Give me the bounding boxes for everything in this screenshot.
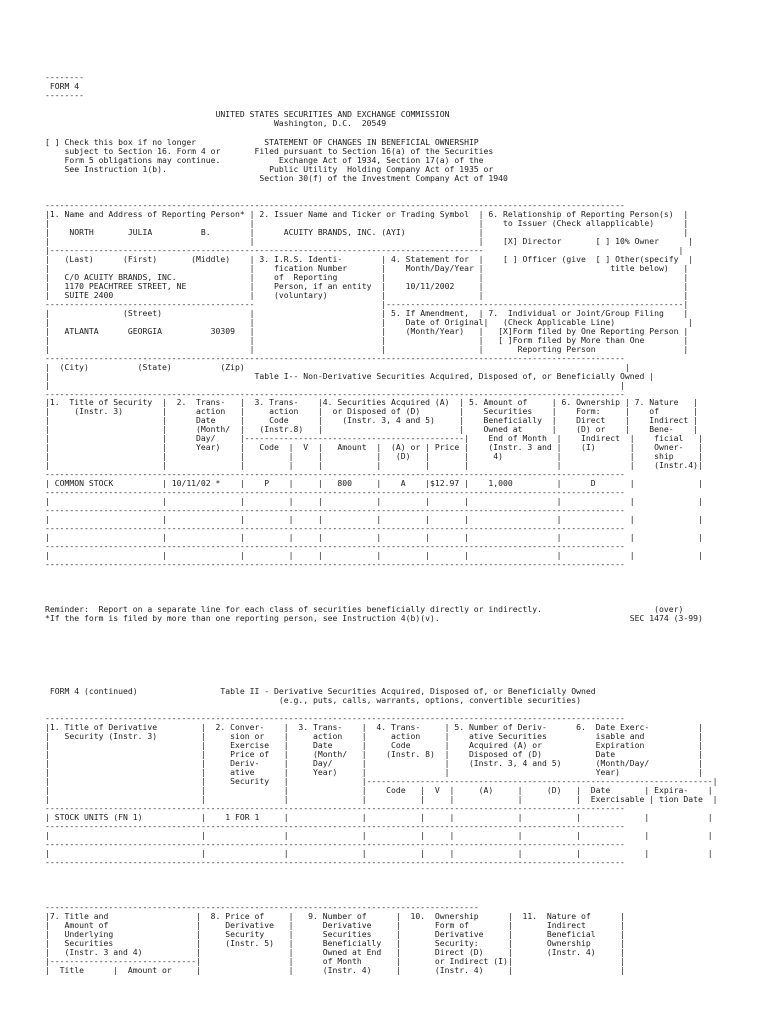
reporting-person-section-line: | | fication Number | Month/Day/Year | title below) |	[45, 263, 689, 273]
statement-intro-line: Form 5 obligations may continue. Exchange Act of 1934, Section 17(a) of the	[45, 155, 484, 165]
table-1-line: | | Date | Code | (Instr. 3, 4 and 5) | Beneficially | Direct | Indirect |	[45, 415, 698, 425]
reporting-person-section-line: |----------------------------------------------------------------------------------------- |	[45, 245, 684, 255]
table-1-line: -----------------------------------------------------------------------------------------------------------------------	[45, 505, 625, 515]
table-2-continued-line: | Amount of | Derivative | Derivative | Form of | Indirect |	[45, 920, 625, 930]
reporting-person-section-line: | (Last) (First) (Middle) | 3. I.R.S. Identi- | 4. Statement for | [ ] Officer (give [ ] Other(specify |	[45, 254, 694, 264]
reporting-person-section-line: | | | Date of Original| (Check Applicable Line) |	[45, 317, 694, 327]
reporting-person-section-line: |1. Name and Address of Reporting Person* | 2. Issuer Name and Ticker or Trading Symbol | 6. Relationship of Reporting Person(s) |	[45, 209, 689, 219]
table-2-line: |1. Title of Derivative | 2. Conver- | 3. Trans- | 4. Trans- | 5. Number of Deriv- 6. Date Exerc- |	[45, 722, 703, 732]
table-2-line: | | ative | Year) | | Year) |	[45, 767, 703, 777]
table-2-heading-line: FORM 4 (continued) Table II - Derivative Securities Acquired, Disposed of, or Beneficially Owned	[45, 686, 596, 696]
table-1-line: | | | | | | (D) | | 4) | | ship |	[45, 451, 703, 461]
reporting-person-section-line: | | | to Issuer (Check allapplicable) |	[45, 218, 689, 228]
table-2-line: | | Price of | (Month/ | (Instr. 8) | Disposed of (D) Date |	[45, 749, 703, 759]
table-1-line: | | | | | | | | | | (Instr.4)|	[45, 460, 703, 470]
table-2-line: -----------------------------------------------------------------------------------------------------------------------	[45, 857, 625, 867]
table-2-continued-line: |------------------------------| | of Month | or Indirect (I)| |	[45, 956, 625, 966]
table-2-line: -----------------------------------------------------------------------------------------------------------------------	[45, 713, 625, 723]
table-2-continued-line: -----------------------------------------------------------------------------------------	[45, 902, 479, 912]
table-2-line: | | Security | |-----------------------------------------------------------------------|	[45, 776, 718, 786]
table-1-line: |1. Title of Security | 2. Trans- | 3. Trans- |4. Securities Acquired (A) | 5. Amount of | 6. Ownership | 7. Nature |	[45, 397, 698, 407]
reporting-person-section-line: | 1170 PEACHTREE STREET, NE | Person, if an entity | 10/11/2002 | |	[45, 281, 689, 291]
reporting-person-section-line: | C/O ACUITY BRANDS, INC. | of Reporting | | |	[45, 272, 689, 282]
table-1-line: | | | | | | | | | | |	[45, 532, 703, 542]
table-2-line: | | Exercise | Date | Code | Acquired (A) or Expiration |	[45, 740, 703, 750]
table-2-continued-line: | Title | Amount or | | (Instr. 4) | (Instr. 4) | |	[45, 965, 625, 975]
table-1-line: | | (Month/ | (Instr.8) | | Owned at | (D) or | Bene- |	[45, 424, 698, 434]
table-2-line: -----------------------------------------------------------------------------------------------------------------------	[45, 803, 625, 813]
table-1-line: | | Day/ |---------------------------------------------| End of Month | Indirect | ficial |	[45, 433, 703, 443]
table-1-line: -----------------------------------------------------------------------------------------------------------------------	[45, 559, 625, 569]
reporting-person-section-line: | |	[45, 380, 625, 390]
statement-intro-line: Section 30(f) of the Investment Company Act of 1940	[45, 173, 508, 183]
statement-intro-line: subject to Section 16. Form 4 or Filed pursuant to Section 16(a) of the Securities	[45, 146, 494, 156]
table-2-line: | | Deriv- | Day/ | | (Instr. 3, 4 and 5) (Month/Day/ |	[45, 758, 703, 768]
statement-intro-line: [ ] Check this box if no longer STATEMENT OF CHANGES IN BENEFICIAL OWNERSHIP	[45, 137, 479, 147]
reporting-person-section-line: | (Street) | | 5. If Amendment, | 7. Individual or Joint/Group Filing |	[45, 308, 689, 318]
form-4-header-line: --------	[45, 90, 84, 100]
statement-intro-line: See Instruction 1(b). Public Utility Holding Company Act of 1935 or	[45, 164, 494, 174]
table-2-continued-line: | Securities | (Instr. 5) | Beneficially | Security: | Ownership |	[45, 938, 625, 948]
table-2-line: | | | | | | | | | |	[45, 830, 713, 840]
table-1-line: | (Instr. 3) | action | action | or Disposed of (D) | Securities | Form: | of |	[45, 406, 698, 416]
table-1-line: | | | | | | | | | | |	[45, 550, 703, 560]
table-1-line: | | | | | | | | | | |	[45, 496, 703, 506]
form-4-header-line: --------	[45, 72, 84, 82]
table-2-continued-line: | Underlying | Security | Securities | Derivative | Beneficial |	[45, 929, 625, 939]
table-2-continued-line: | (Instr. 3 and 4) | | Owned at End | Direct (D) | (Instr. 4) |	[45, 947, 625, 957]
reminder-footer-line: Reminder: Report on a separate line for each class of securities beneficially directly or indirectly. (over)	[45, 604, 684, 614]
table-1-line: -----------------------------------------------------------------------------------------------------------------------	[45, 469, 625, 479]
reporting-person-section-line: | NORTH JULIA B. | ACUITY BRANDS, INC. (AYI) | |	[45, 227, 689, 237]
reporting-person-section-line: | | | [X] Director [ ] 10% Owner |	[45, 236, 694, 246]
table-2-line: -----------------------------------------------------------------------------------------------------------------------	[45, 839, 625, 849]
table-2-line: | | | | Code | V | (A) | (D) | Date | Expira- |	[45, 785, 713, 795]
table-1-line: -----------------------------------------------------------------------------------------------------------------------	[45, 523, 625, 533]
table-1-line: | COMMON STOCK | 10/11/02 * | P | | 800 | A |$12.97 | 1,000 | D | |	[45, 478, 703, 488]
reporting-person-section-line: -----------------------------------------------------------------------------------------------------------------------	[45, 389, 625, 399]
reporting-person-section-line: | ATLANTA GEORGIA 30309 | | (Month/Year) | [X]Form filed by One Reporting Person |	[45, 326, 689, 336]
reporting-person-section-line: | | | | Reporting Person |	[45, 344, 689, 354]
table-1-line: | | | | | | | | | | |	[45, 514, 703, 524]
reporting-person-section-line: | (City) (State) (Zip) |	[45, 362, 630, 372]
table-2-line: | STOCK UNITS (FN 1) | 1 FOR 1 | | | | | | | |	[45, 812, 713, 822]
reminder-footer-line: *If the form is filed by more than one reporting person, see Instruction 4(b)(v). SEC 1474 (3-99)	[45, 613, 703, 623]
table-1-line: -----------------------------------------------------------------------------------------------------------------------	[45, 487, 625, 497]
table-2-continued-line: |7. Title and | 8. Price of | 9. Number of | 10. Ownership | 11. Nature of |	[45, 911, 625, 921]
commission-heading-line: Washington, D.C. 20549	[45, 118, 387, 128]
reporting-person-section-line: -----------------------------------------------------------------------------------------------------------------------	[45, 353, 625, 363]
reporting-person-section-line: | | | | [ ]Form filed by More than One |	[45, 335, 689, 345]
table-2-heading-line: (e.g., puts, calls, warrants, options, convertible securities)	[45, 695, 582, 705]
reporting-person-section-line: -----------------------------------------------------------------------------------------------------------------------	[45, 200, 625, 210]
commission-heading-line: UNITED STATES SECURITIES AND EXCHANGE COMMISSION	[45, 109, 450, 119]
table-2-line: | | | | | | | | | |	[45, 848, 713, 858]
form-4-header-line: FORM 4	[45, 81, 80, 91]
table-2-line: | | | | | | | | Exercisable | tion Date |	[45, 794, 718, 804]
reporting-person-section-line: | Table I-- Non-Derivative Securities Acquired, Disposed of, or Beneficially Owned |	[45, 371, 655, 381]
table-2-line: -----------------------------------------------------------------------------------------------------------------------	[45, 821, 625, 831]
reporting-person-section-line: | SUITE 2400 | (voluntary) | | |	[45, 290, 689, 300]
reporting-person-section-line: ------------------------------------------- |-------------------------------------------------------------|	[45, 299, 689, 309]
table-2-line: | Security (Instr. 3) | sion or | action | action | ative Securities isable and |	[45, 731, 703, 741]
table-1-line: -----------------------------------------------------------------------------------------------------------------------	[45, 541, 625, 551]
table-1-line: | | Year) | Code | V | Amount | (A) or | Price | (Instr. 3 and | (I) | Owner- |	[45, 442, 703, 452]
